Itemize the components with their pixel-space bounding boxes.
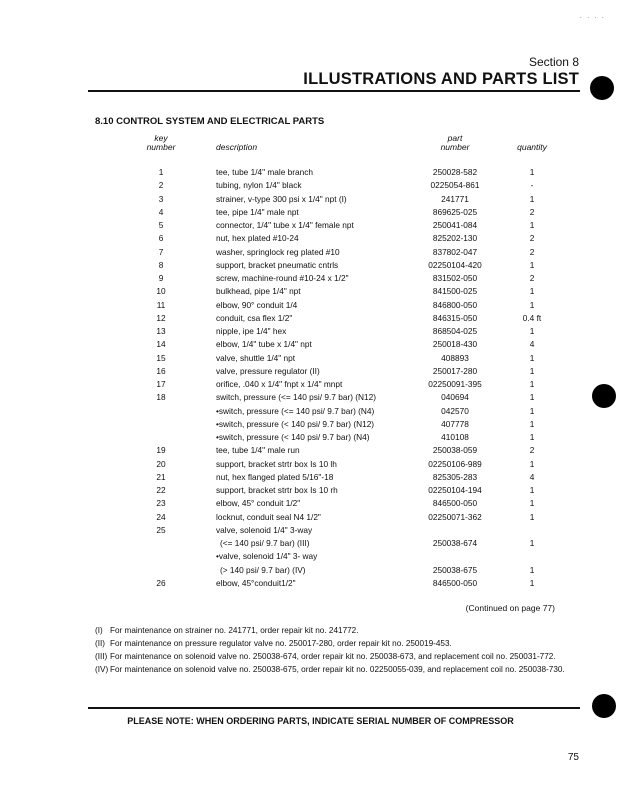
quantity-cell: 1 [529, 193, 535, 204]
quantity-cell: 1 [529, 259, 535, 270]
key-number-cell: 21 [156, 471, 166, 482]
footnote-text: For maintenance on strainer no. 241771, order repair kit no. 241772. [110, 626, 359, 635]
description-cell: valve, solenoid 1/4" 3-way [216, 524, 313, 535]
table-row [0, 246, 641, 259]
description-cell: tee, pipe 1/4" male npt [216, 206, 299, 217]
key-number-cell: 2 [158, 180, 164, 191]
part-number-cell: 846500-050 [432, 498, 478, 509]
description-cell: strainer, v-type 300 psi x 1/4" npt (I) [216, 193, 347, 204]
footnote [95, 652, 585, 663]
description-cell: •switch, pressure (< 140 psi/ 9.7 bar) (N12) [216, 418, 375, 429]
description-cell: elbow, 45° conduit 1/2" [216, 498, 301, 509]
quantity-cell: 1 [529, 564, 535, 575]
quantity-cell: 1 [529, 365, 535, 376]
description-cell: elbow, 90° conduit 1/4 [216, 299, 298, 310]
description-cell: locknut, conduit seal N4 1/2" [216, 511, 321, 522]
quantity-cell: 1 [529, 432, 535, 442]
part-number-cell: 02250104-420 [428, 259, 482, 270]
description-cell: •valve, solenoid 1/4" 3- way [216, 551, 318, 562]
description-cell: valve, shuttle 1/4" npt [216, 352, 296, 363]
table-row [0, 550, 641, 563]
part-number-cell: 825202-130 [432, 233, 478, 244]
description-cell: washer, springlock reg plated #10 [216, 246, 340, 257]
col-header-quantity: quantity [517, 142, 547, 152]
description-cell: •switch, pressure (< 140 psi/ 9.7 bar) (N4) [216, 432, 370, 442]
description-cell: nipple, ipe 1/4" hex [216, 326, 287, 336]
part-number-cell: 02250106-989 [428, 458, 482, 469]
part-number-cell: 250018-430 [432, 339, 478, 350]
key-number-cell: 7 [158, 246, 164, 257]
table-row [0, 431, 641, 444]
footnote [95, 639, 585, 650]
table-row [0, 166, 641, 179]
part-number-cell: 250017-280 [432, 365, 478, 376]
table-row [0, 511, 641, 524]
key-number-cell: 12 [156, 312, 166, 323]
key-number-cell: 17 [156, 379, 166, 389]
footnote-marker: (I) [95, 626, 103, 635]
quantity-cell: 1 [529, 352, 535, 363]
quantity-cell: 2 [529, 206, 535, 217]
part-number-cell: 042570 [441, 405, 469, 416]
table-row [0, 193, 641, 206]
table-row [0, 312, 641, 325]
key-number-cell: 16 [156, 365, 166, 376]
quantity-cell: 1 [529, 418, 535, 429]
part-number-cell: 02250104-194 [428, 485, 482, 495]
binder-hole-top [590, 76, 614, 100]
key-number-cell: 5 [158, 220, 164, 230]
table-row [0, 285, 641, 298]
footnote [95, 626, 585, 637]
quantity-cell: 1 [529, 498, 535, 509]
description-cell: elbow, 1/4" tube x 1/4" npt [216, 339, 312, 350]
col-header-part-line2: number [440, 142, 470, 152]
col-header-part-line1: part [447, 133, 463, 143]
description-cell: screw, machine-round #10-24 x 1/2" [216, 273, 349, 283]
section-label: Section 8 [528, 55, 579, 69]
part-number-cell: 250038-059 [432, 445, 478, 456]
footnote-marker: (IV) [95, 664, 109, 674]
part-number-cell: 0225054-861 [430, 180, 480, 191]
table-row [0, 405, 641, 418]
table-row [0, 378, 641, 391]
description-cell: tee, tube 1/4" male run [216, 445, 300, 456]
table-row [0, 471, 641, 484]
footnote-marker: (III) [95, 651, 108, 661]
continued-note: (Continued on page 77) [465, 603, 555, 613]
description-cell: connector, 1/4" tube x 1/4" female npt [216, 220, 354, 230]
part-number-cell: 410108 [441, 432, 469, 442]
footnote-text: For maintenance on solenoid valve no. 250038-674, order repair kit no. 250038-673, and replacement coil no. 250031-772. [110, 651, 556, 661]
col-header-part [410, 134, 500, 152]
description-cell: nut, hex plated #10-24 [216, 233, 299, 244]
scan-speck-top: . . . . [580, 14, 606, 20]
table-row [0, 272, 641, 285]
quantity-cell: 1 [529, 286, 535, 297]
table-row [0, 206, 641, 219]
quantity-cell: 0.4 ft [522, 312, 542, 323]
part-number-cell: 02250091-395 [428, 379, 482, 389]
footnotes [95, 626, 585, 678]
table-row [0, 352, 641, 365]
footnote-marker: (II) [95, 638, 106, 648]
quantity-cell: 4 [529, 471, 535, 482]
key-number-cell: 18 [156, 392, 166, 403]
part-number-cell: 241771 [441, 193, 469, 204]
parts-table [0, 166, 641, 590]
footnote-text: For maintenance on pressure regulator valve no. 250017-280, order repair kit no. 250019-453. [110, 638, 452, 648]
quantity-cell: 1 [529, 326, 535, 336]
part-number-cell: 846315-050 [432, 312, 478, 323]
quantity-cell: 2 [529, 273, 535, 283]
binder-hole-bottom [592, 694, 616, 718]
col-header-key [140, 134, 182, 152]
col-header-key-line2: number [146, 142, 176, 152]
quantity-cell: 4 [529, 339, 535, 350]
table-row [0, 365, 641, 378]
table-row [0, 524, 641, 537]
please-note: PLEASE NOTE: WHEN ORDERING PARTS, INDICATE SERIAL NUMBER OF COMPRESSOR [127, 716, 514, 726]
description-cell: (> 140 psi/ 9.7 bar) (IV) [220, 564, 306, 575]
quantity-cell: 1 [529, 511, 535, 522]
description-cell: tubing, nylon 1/4" black [216, 180, 302, 191]
part-number-cell: 040694 [441, 392, 469, 403]
part-number-cell: 846500-050 [432, 577, 478, 588]
table-row [0, 577, 641, 590]
description-cell: switch, pressure (<= 140 psi/ 9.7 bar) (N12) [216, 392, 377, 403]
col-header-key-line1: key [154, 133, 168, 143]
key-number-cell: 11 [156, 299, 166, 310]
quantity-cell: 1 [529, 538, 535, 548]
part-number-cell: 831502-050 [432, 273, 478, 283]
description-cell: (<= 140 psi/ 9.7 bar) (III) [220, 538, 310, 548]
description-cell: support, bracket strtr box Is 10 lh [216, 458, 337, 469]
quantity-cell: 1 [529, 299, 535, 310]
quantity-cell: 1 [529, 485, 535, 495]
part-number-cell: 837802-047 [432, 246, 478, 257]
table-row [0, 537, 641, 550]
part-number-cell: 250038-675 [432, 564, 478, 575]
key-number-cell: 9 [158, 273, 164, 283]
table-row [0, 325, 641, 338]
key-number-cell: 1 [158, 167, 164, 177]
key-number-cell: 19 [156, 445, 166, 456]
quantity-cell: 2 [529, 246, 535, 257]
key-number-cell: 24 [156, 511, 166, 522]
description-cell: elbow, 45°conduit1/2" [216, 577, 296, 588]
key-number-cell: 26 [156, 577, 166, 588]
title-underline [88, 90, 580, 92]
page-number: 75 [567, 752, 579, 763]
quantity-cell: 1 [529, 458, 535, 469]
part-number-cell: 868504-025 [432, 326, 478, 336]
part-number-cell: 825305-283 [432, 471, 478, 482]
table-row [0, 219, 641, 232]
table-row [0, 444, 641, 457]
part-number-cell: 841500-025 [432, 286, 478, 297]
part-number-cell: 407778 [441, 418, 469, 429]
description-cell: support, bracket strtr box Is 10 rh [216, 485, 338, 495]
description-cell: nut, hex flanged plated 5/16"-18 [216, 471, 334, 482]
part-number-cell: 846800-050 [432, 299, 478, 310]
table-row [0, 458, 641, 471]
quantity-cell: 1 [529, 577, 535, 588]
key-number-cell: 13 [156, 326, 166, 336]
part-number-cell: 408893 [441, 352, 469, 363]
table-row [0, 338, 641, 351]
table-row [0, 484, 641, 497]
part-number-cell: 02250071-362 [428, 511, 482, 522]
table-heading: 8.10 CONTROL SYSTEM AND ELECTRICAL PARTS [95, 116, 325, 127]
key-number-cell: 15 [156, 352, 166, 363]
table-row [0, 564, 641, 577]
description-cell: tee, tube 1/4" male branch [216, 167, 314, 177]
description-cell: conduit, csa flex 1/2" [216, 312, 293, 323]
key-number-cell: 23 [156, 498, 166, 509]
table-row [0, 299, 641, 312]
key-number-cell: 6 [158, 233, 164, 244]
table-row [0, 232, 641, 245]
quantity-cell: - [530, 180, 534, 191]
key-number-cell: 4 [158, 206, 164, 217]
table-row [0, 497, 641, 510]
description-cell: support, bracket pneumatic cntrls [216, 259, 339, 270]
key-number-cell: 8 [158, 259, 164, 270]
part-number-cell: 250028-582 [432, 167, 478, 177]
key-number-cell: 14 [156, 339, 166, 350]
quantity-cell: 1 [529, 405, 535, 416]
description-cell: bulkhead, pipe 1/4" npt [216, 286, 301, 297]
col-header-description: description [216, 142, 258, 152]
description-cell: valve, pressure regulator (II) [216, 365, 320, 376]
description-cell: orifice, .040 x 1/4" fnpt x 1/4" mnpt [216, 379, 343, 389]
table-row [0, 179, 641, 192]
footnote [95, 665, 585, 676]
quantity-cell: 1 [529, 167, 535, 177]
table-row [0, 259, 641, 272]
page-title: ILLUSTRATIONS AND PARTS LIST [303, 70, 579, 88]
key-number-cell: 20 [156, 458, 166, 469]
key-number-cell: 22 [156, 485, 166, 495]
part-number-cell: 250041-084 [432, 220, 478, 230]
key-number-cell: 3 [158, 193, 164, 204]
part-number-cell: 250038-674 [432, 538, 478, 548]
key-number-cell: 25 [156, 524, 166, 535]
quantity-cell: 1 [529, 220, 535, 230]
quantity-cell: 1 [529, 379, 535, 389]
description-cell: •switch, pressure (<= 140 psi/ 9.7 bar) (N4) [216, 405, 375, 416]
quantity-cell: 2 [529, 445, 535, 456]
quantity-cell: 2 [529, 233, 535, 244]
footnote-text: For maintenance on solenoid valve no. 250038-675, order repair kit no. 02250055-039, and replacement coil no. 250038-730. [110, 664, 565, 674]
part-number-cell: 869625-025 [432, 206, 478, 217]
table-row [0, 391, 641, 404]
please-note-rule [88, 707, 580, 709]
table-row [0, 418, 641, 431]
quantity-cell: 1 [529, 392, 535, 403]
key-number-cell: 10 [156, 286, 166, 297]
